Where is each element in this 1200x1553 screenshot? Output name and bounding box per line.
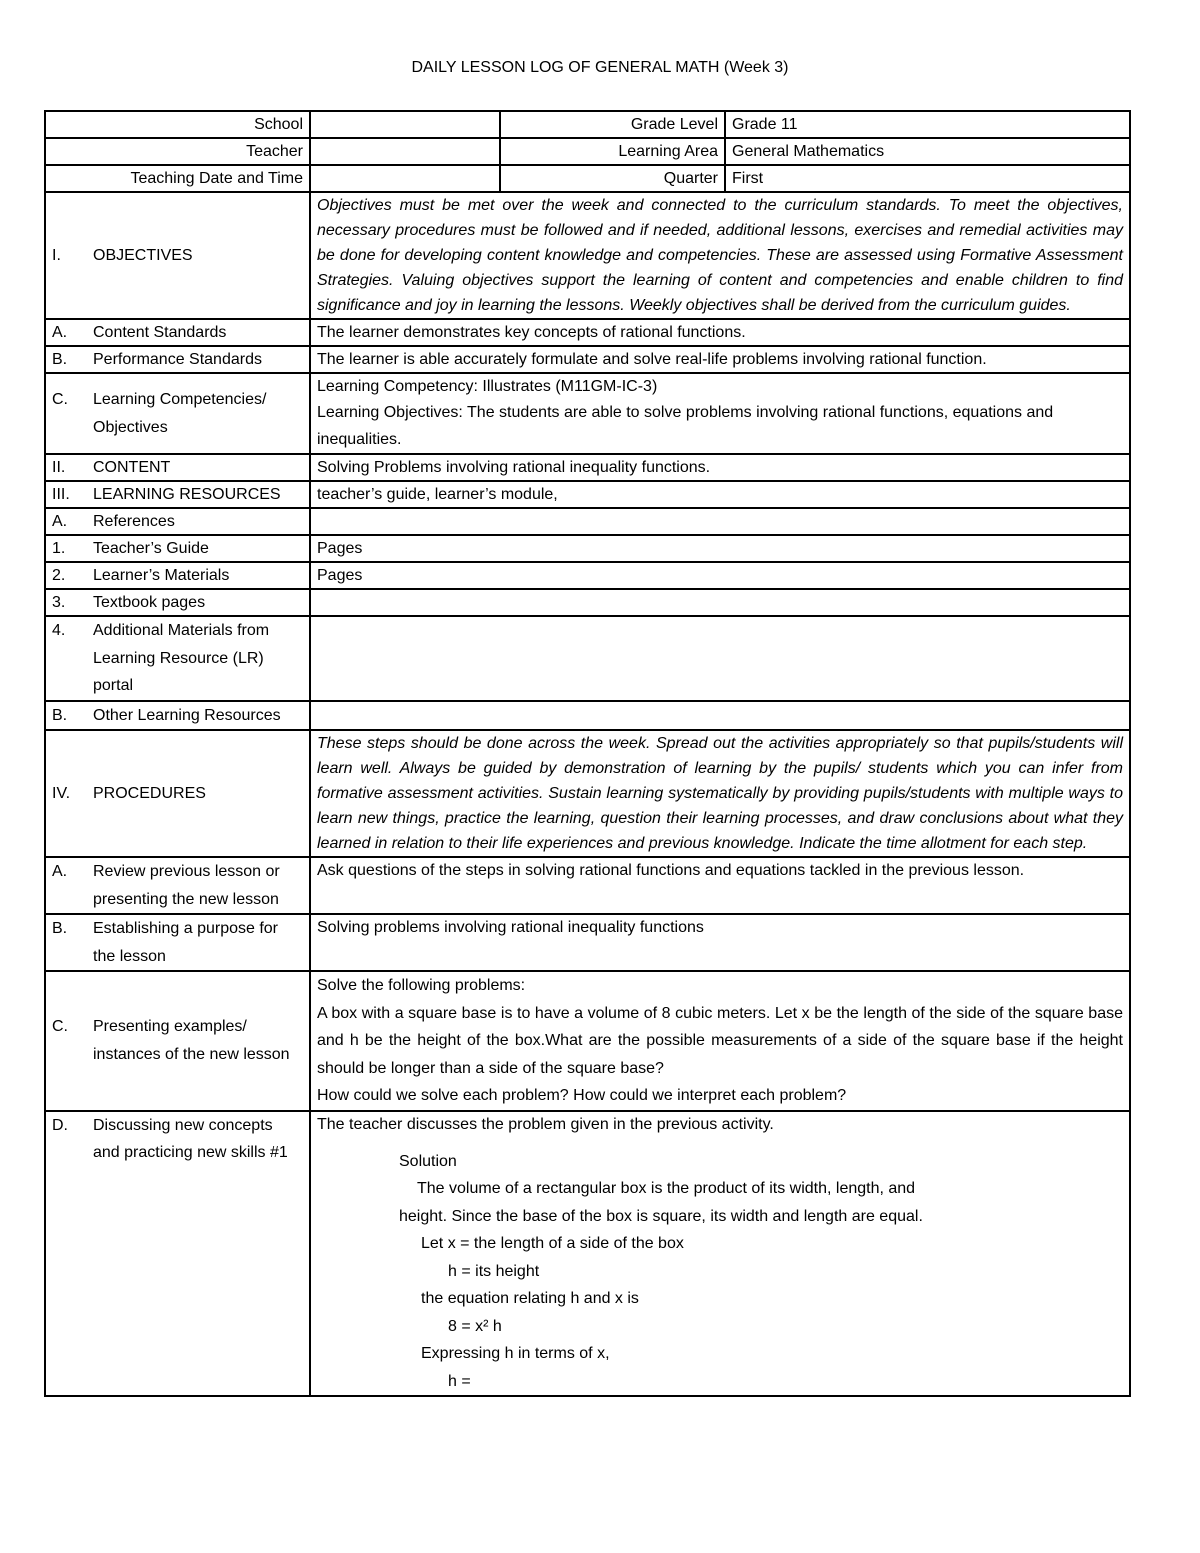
row-title: Other Learning Resources xyxy=(93,706,281,724)
lesson-log-table xyxy=(44,110,1131,1397)
row-number: 4. xyxy=(52,622,66,639)
learning-resources-text: teacher’s guide, learner’s module, xyxy=(310,481,1130,508)
row-content xyxy=(45,454,1130,481)
row-label xyxy=(45,701,310,731)
row-textbook-pages xyxy=(45,589,1130,616)
row-number: I. xyxy=(52,247,61,264)
row-label xyxy=(45,589,310,616)
row-learning-resources xyxy=(45,481,1130,508)
row-title: Discussing new concepts and practicing new skills #1 xyxy=(93,1116,288,1161)
content-text: Solving Problems involving rational inequality functions. xyxy=(310,454,1130,481)
row-label xyxy=(45,373,310,454)
row-label xyxy=(45,1111,310,1397)
procedures-text: These steps should be done across the week. Spread out the activities appropriately so that pupils/students will learn well. Always be guided by demonstration of learning by the pupils/ students which you can infer from formative assessment activities. Sustain learning systematically by providing pupils/students with multiple ways to learn new things, practice the learning, question their learning processes, and draw conclusions about what they learned in relation to their life experiences and previous knowledge. Indicate the time allotment for each step. xyxy=(310,730,1130,857)
row-title: Additional Materials from Learning Resource (LR) portal xyxy=(93,622,270,694)
row-label xyxy=(45,319,310,346)
row-review xyxy=(45,857,1130,914)
row-number: B. xyxy=(52,920,68,937)
row-number: III. xyxy=(52,486,70,503)
row-procedures xyxy=(45,730,1130,857)
grade-level-label: Grade Level xyxy=(500,111,725,138)
row-title: PROCEDURES xyxy=(93,785,206,802)
performance-standards-text: The learner is able accurately formulate and solve real-life problems involving rational function. xyxy=(310,346,1130,373)
examples-cell xyxy=(310,971,1130,1111)
solution-equation: 8 = x² h xyxy=(448,1317,502,1335)
solution-title: Solution xyxy=(399,1152,457,1170)
row-number: A. xyxy=(52,863,68,880)
row-learners-materials xyxy=(45,562,1130,589)
learners-materials-text: Pages xyxy=(310,562,1130,589)
row-title: Performance Standards xyxy=(93,351,262,368)
row-label xyxy=(45,192,310,319)
grade-level-value: Grade 11 xyxy=(725,111,1130,138)
examples-problem: A box with a square base is to have a volume of 8 cubic meters. Let x be the length of the side of the square base and h be the height of the box.What are the possible measurements of a side of the square base if the height should be longer than a side of the square base? xyxy=(317,1004,1123,1077)
row-label xyxy=(45,971,310,1111)
row-number: IV. xyxy=(52,785,71,802)
row-purpose xyxy=(45,914,1130,971)
school-label: School xyxy=(45,111,310,138)
row-number: 1. xyxy=(52,540,66,557)
row-number: C. xyxy=(52,1018,68,1036)
objectives-text: Objectives must be met over the week and connected to the curriculum standards. To meet the objectives, necessary procedures must be followed and if needed, additional lessons, exercises and remedial activities may be done for developing content knowledge and competencies. These are assessed using Formative Assessment Strategies. Valuing objectives support the learning of content and competencies and enable children to find significance and joy in learning the lessons. Weekly objectives shall be derived from the curriculum guides. xyxy=(310,192,1130,319)
date-time-value xyxy=(310,165,500,192)
quarter-label: Quarter xyxy=(500,165,725,192)
solution-paragraph-2: height. Since the base of the box is square, its width and length are equal. xyxy=(399,1207,923,1225)
teacher-label: Teacher xyxy=(45,138,310,165)
row-objectives xyxy=(45,192,1130,319)
content-standards-text: The learner demonstrates key concepts of rational functions. xyxy=(310,319,1130,346)
solution-paragraph-1: The volume of a rectangular box is the product of its width, length, and xyxy=(417,1180,916,1197)
row-other-resources xyxy=(45,701,1130,731)
objectives-line: Learning Objectives: The students are able to solve problems involving rational functions, equations and inequalities. xyxy=(317,404,1054,448)
row-title: Presenting examples/ instances of the new lesson xyxy=(93,1018,290,1063)
row-title: Learner’s Materials xyxy=(93,567,230,584)
row-number: B. xyxy=(52,706,68,724)
row-content-standards xyxy=(45,319,1130,346)
solution-block xyxy=(317,1148,1123,1396)
teacher-value xyxy=(310,138,500,165)
row-competencies xyxy=(45,373,1130,454)
row-number: A. xyxy=(52,513,68,530)
row-teachers-guide xyxy=(45,535,1130,562)
review-text: Ask questions of the steps in solving rational functions and equations tackled in the previous lesson. xyxy=(310,857,1130,914)
row-discussing xyxy=(45,1111,1130,1397)
school-value xyxy=(310,111,500,138)
row-examples xyxy=(45,971,1130,1111)
solution-expression-label: Expressing h in terms of x, xyxy=(421,1345,610,1362)
row-title: Content Standards xyxy=(93,324,227,341)
row-number: A. xyxy=(52,324,68,341)
page-title: DAILY LESSON LOG OF GENERAL MATH (Week 3) xyxy=(411,59,789,76)
row-performance-standards xyxy=(45,346,1130,373)
references-text xyxy=(310,508,1130,535)
solution-let-x: Let x = the length of a side of the box xyxy=(421,1235,684,1252)
discussing-cell xyxy=(310,1111,1130,1397)
competencies-cell xyxy=(310,373,1130,454)
row-label xyxy=(45,481,310,508)
row-references xyxy=(45,508,1130,535)
row-label xyxy=(45,562,310,589)
examples-instruction: Solve the following problems: xyxy=(317,977,526,994)
row-label xyxy=(45,535,310,562)
row-title: Establishing a purpose for the lesson xyxy=(93,920,278,965)
row-number: 2. xyxy=(52,567,66,584)
row-title: Teacher’s Guide xyxy=(93,540,209,557)
row-title: Review previous lesson or presenting the new lesson xyxy=(93,863,280,908)
purpose-text: Solving problems involving rational inequality functions xyxy=(310,914,1130,971)
row-title: Textbook pages xyxy=(93,594,206,611)
examples-question: How could we solve each problem? How could we interpret each problem? xyxy=(317,1087,847,1104)
header-row-teacher xyxy=(45,138,1130,165)
row-label xyxy=(45,508,310,535)
solution-equation-label: the equation relating h and x is xyxy=(421,1290,639,1307)
row-title: CONTENT xyxy=(93,459,171,476)
discussing-intro: The teacher discusses the problem given in the previous activity. xyxy=(317,1115,774,1133)
quarter-value: First xyxy=(725,165,1130,192)
learning-area-label: Learning Area xyxy=(500,138,725,165)
row-title: Learning Competencies/ Objectives xyxy=(93,391,267,436)
solution-let-h: h = its height xyxy=(448,1262,540,1280)
row-title: LEARNING RESOURCES xyxy=(93,486,281,503)
row-label xyxy=(45,616,310,701)
row-number: C. xyxy=(52,391,68,408)
row-label xyxy=(45,454,310,481)
row-title: OBJECTIVES xyxy=(93,247,193,264)
row-label xyxy=(45,730,310,857)
row-number: D. xyxy=(52,1116,68,1134)
textbook-pages-text xyxy=(310,589,1130,616)
row-label xyxy=(45,914,310,971)
date-time-label: Teaching Date and Time xyxy=(45,165,310,192)
solution-expression: h = xyxy=(448,1372,471,1390)
additional-materials-text xyxy=(310,616,1130,701)
row-label xyxy=(45,346,310,373)
row-number: B. xyxy=(52,351,68,368)
header-row-school xyxy=(45,111,1130,138)
row-number: II. xyxy=(52,459,66,476)
header-row-date xyxy=(45,165,1130,192)
learning-area-value: General Mathematics xyxy=(725,138,1130,165)
row-title: References xyxy=(93,513,175,530)
other-resources-text xyxy=(310,701,1130,731)
competency-line: Learning Competency: Illustrates (M11GM-IC-3) xyxy=(317,378,658,395)
row-number: 3. xyxy=(52,594,66,611)
row-label xyxy=(45,857,310,914)
row-additional-materials xyxy=(45,616,1130,701)
teachers-guide-text: Pages xyxy=(310,535,1130,562)
